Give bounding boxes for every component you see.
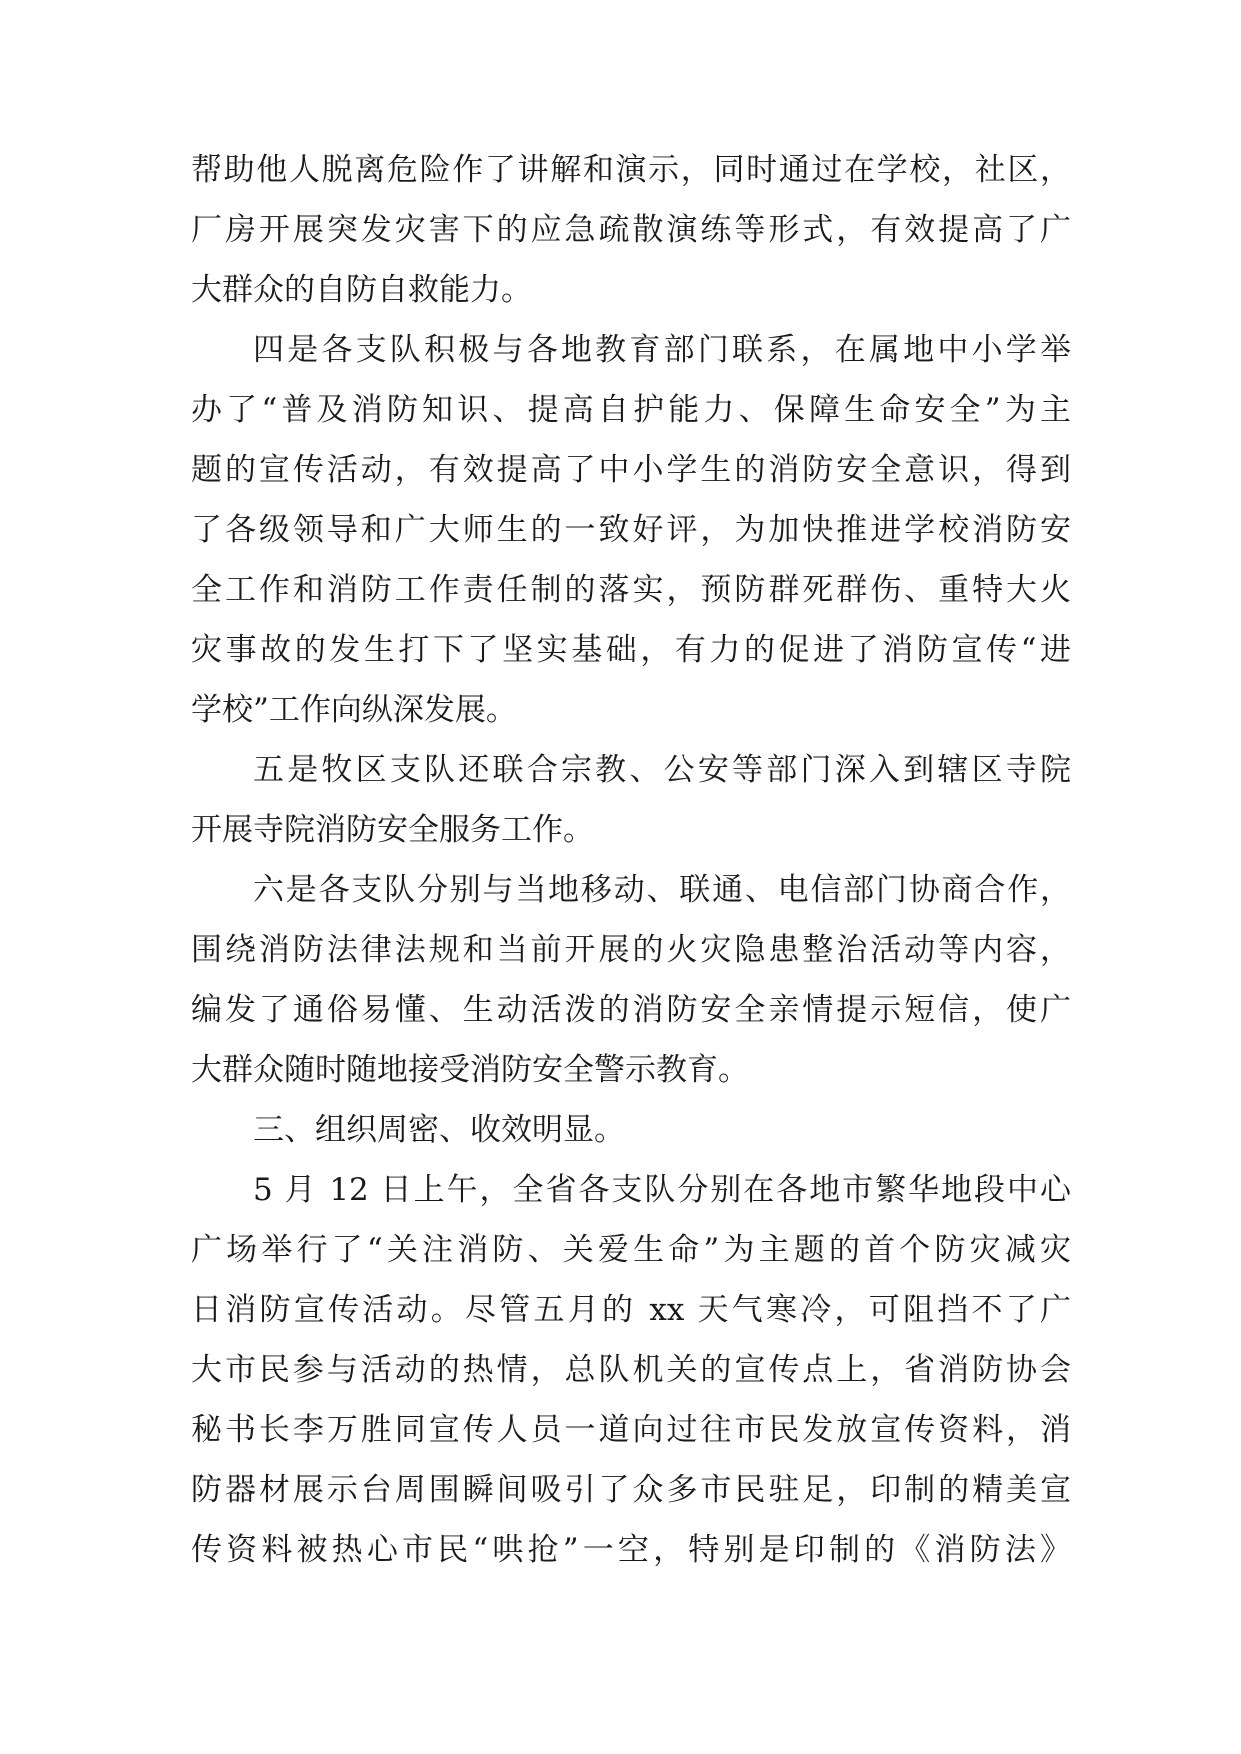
text-line: 日消防宣传活动。尽管五月的 xx 天气寒冷，可阻挡不了广 [191, 1292, 1071, 1328]
text-line: 广场举行了“关注消防、关爱生命”为主题的首个防灾减灾 [191, 1232, 1071, 1268]
paragraph-start-line: 5 月 12 日上午，全省各支队分别在各地市繁华地段中心 [253, 1172, 1071, 1208]
text-line: 学校”工作向纵深发展。 [191, 692, 517, 728]
text-line: 编发了通俗易懂、生动活泼的消防安全亲情提示短信，使广 [191, 992, 1071, 1028]
paragraph-start-line: 五是牧区支队还联合宗教、公安等部门深入到辖区寺院 [253, 752, 1071, 788]
text-line: 传资料被热心市民“哄抢”一空，特别是印制的《消防法》 [191, 1532, 1071, 1568]
text-line: 围绕消防法律法规和当前开展的火灾隐患整治活动等内容， [191, 932, 1071, 968]
text-line: 办了“普及消防知识、提高自护能力、保障生命安全”为主 [191, 392, 1071, 428]
text-line: 帮助他人脱离危险作了讲解和演示，同时通过在学校，社区， [191, 152, 1071, 188]
text-line: 秘书长李万胜同宣传人员一道向过往市民发放宣传资料，消 [191, 1412, 1071, 1448]
text-line: 题的宣传活动，有效提高了中小学生的消防安全意识，得到 [191, 452, 1071, 488]
section-heading: 三、组织周密、收效明显。 [253, 1112, 625, 1148]
paragraph-start-line: 六是各支队分别与当地移动、联通、电信部门协商合作， [253, 872, 1071, 908]
text-line: 全工作和消防工作责任制的落实，预防群死群伤、重特大火 [191, 572, 1071, 608]
text-line: 大市民参与活动的热情，总队机关的宣传点上，省消防协会 [191, 1352, 1071, 1388]
paragraph-start-line: 四是各支队积极与各地教育部门联系，在属地中小学举 [253, 332, 1071, 368]
text-line: 开展寺院消防安全服务工作。 [191, 812, 594, 848]
text-line: 大群众的自防自救能力。 [191, 272, 532, 308]
text-line: 大群众随时随地接受消防安全警示教育。 [191, 1052, 749, 1088]
text-line: 厂房开展突发灾害下的应急疏散演练等形式，有效提高了广 [191, 212, 1071, 248]
text-line: 了各级领导和广大师生的一致好评，为加快推进学校消防安 [191, 512, 1071, 548]
text-line: 灾事故的发生打下了坚实基础，有力的促进了消防宣传“进 [191, 632, 1071, 668]
text-line: 防器材展示台周围瞬间吸引了众多市民驻足，印制的精美宣 [191, 1472, 1071, 1508]
